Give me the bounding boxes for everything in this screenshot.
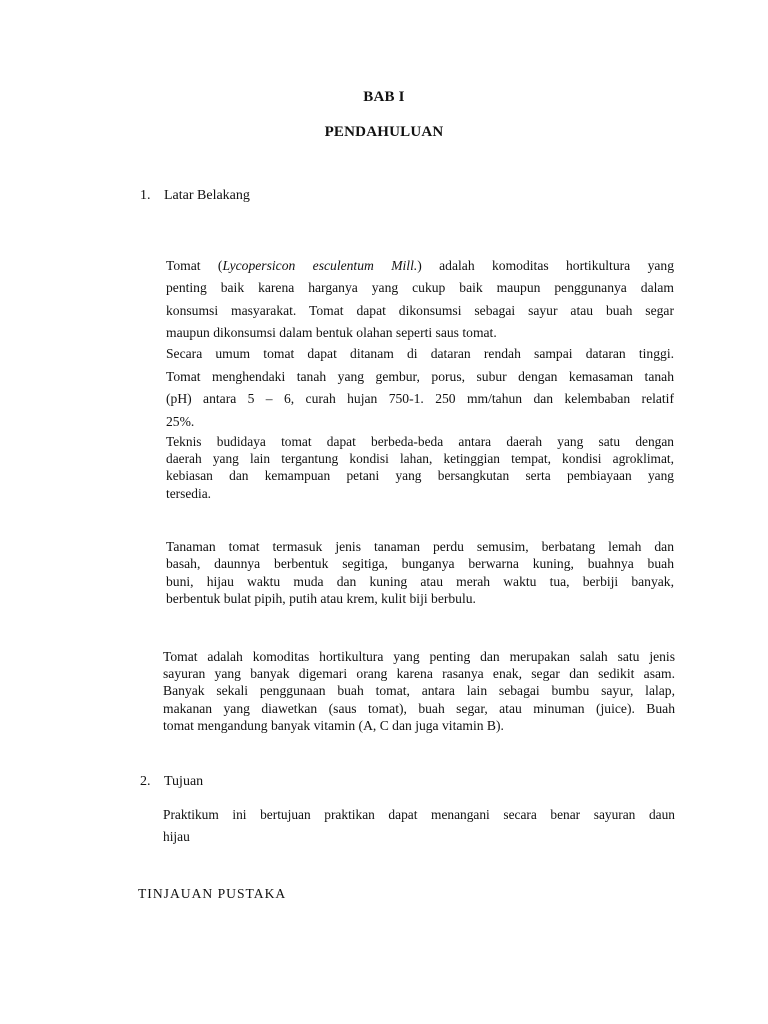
paragraph-line: buni, hijau waktu muda dan kuning atau merah waktu tua, berbiji banyak, <box>166 573 674 589</box>
paragraph-line: berbentuk bulat pipih, putih atau krem, kulit biji berbulu. <box>166 590 476 606</box>
paragraph-line: maupun dikonsumsi dalam bentuk olahan seperti saus tomat. <box>166 324 497 340</box>
paragraph-plant-description <box>166 538 674 607</box>
text-run: ) adalah komoditas hortikultura yang <box>417 258 674 273</box>
paragraph-line: sayuran yang banyak digemari orang karena rasanya enak, segar dan sedikit asam. <box>163 666 675 682</box>
section-number: 1. <box>140 188 151 203</box>
paragraph-cultivation <box>166 433 674 502</box>
section-heading-latar-belakang <box>140 188 250 204</box>
text-run: Tomat ( <box>166 258 223 273</box>
paragraph-line: Tanaman tomat termasuk jenis tanaman perdu semusim, berbatang lemah dan <box>166 539 674 554</box>
paragraph-growing-conditions <box>166 343 674 433</box>
paragraph-line: hijau <box>163 829 190 844</box>
paragraph-line: tersedia. <box>166 485 211 501</box>
paragraph-line: Tomat adalah komoditas hortikultura yang penting dan merupakan salah satu jenis <box>163 649 675 664</box>
paragraph-line: Banyak sekali penggunaan buah tomat, antara lain sebagai bumbu sayur, lalap, <box>163 683 675 699</box>
paragraph-line: penting baik karena harganya yang cukup baik maupun penggunanya dalam <box>166 280 674 296</box>
paragraph-line: daerah yang lain tergantung kondisi lahan, ketinggian tempat, kondisi agroklimat, <box>166 451 674 467</box>
chapter-title: PENDAHULUAN <box>324 124 444 140</box>
chapter-number: BAB I <box>363 89 405 105</box>
paragraph-line: tomat mengandung banyak vitamin (A, C dan juga vitamin B). <box>163 717 504 733</box>
paragraph-line: konsumsi masyarakat. Tomat dapat dikonsumsi sebagai sayur atau buah segar <box>166 302 674 318</box>
section-title: Tujuan <box>164 774 204 789</box>
paragraph-line: Teknis budidaya tomat dapat berbeda-beda antara daerah yang satu dengan <box>166 434 674 449</box>
section-heading-tujuan <box>140 774 203 790</box>
paragraph-line: Praktikum ini bertujuan praktikan dapat menangani secara benar sayuran daun <box>163 807 675 822</box>
section-title: Latar Belakang <box>164 188 250 203</box>
paragraph-line: kebiasan dan kemampuan petani yang bersangkutan serta pembiayaan yang <box>166 468 674 484</box>
section-number: 2. <box>140 774 151 789</box>
paragraph-line: Tomat menghendaki tanah yang gembur, porus, subur dengan kemasaman tanah <box>166 368 674 384</box>
paragraph-line: basah, daunnya berbentuk segitiga, bunganya berwarna kuning, buahnya buah <box>166 556 674 572</box>
scientific-name: Lycopersicon esculentum Mill. <box>222 258 418 273</box>
paragraph-line: (pH) antara 5 – 6, curah hujan 750-1. 250 mm/tahun dan kelembaban relatif <box>166 391 674 407</box>
paragraph-tomat-intro <box>166 255 674 344</box>
paragraph-objective <box>163 804 675 848</box>
paragraph-line: makanan yang diawetkan (saus tomat), buah segar, atau minuman (juice). Buah <box>163 700 675 716</box>
paragraph-line: 25%. <box>166 413 195 429</box>
next-section-heading: TINJAUAN PUSTAKA <box>138 886 287 901</box>
paragraph-line: Secara umum tomat dapat ditanam di dataran rendah sampai dataran tinggi. <box>166 346 674 361</box>
paragraph-line <box>166 255 674 277</box>
paragraph-uses-vitamins <box>163 648 675 734</box>
